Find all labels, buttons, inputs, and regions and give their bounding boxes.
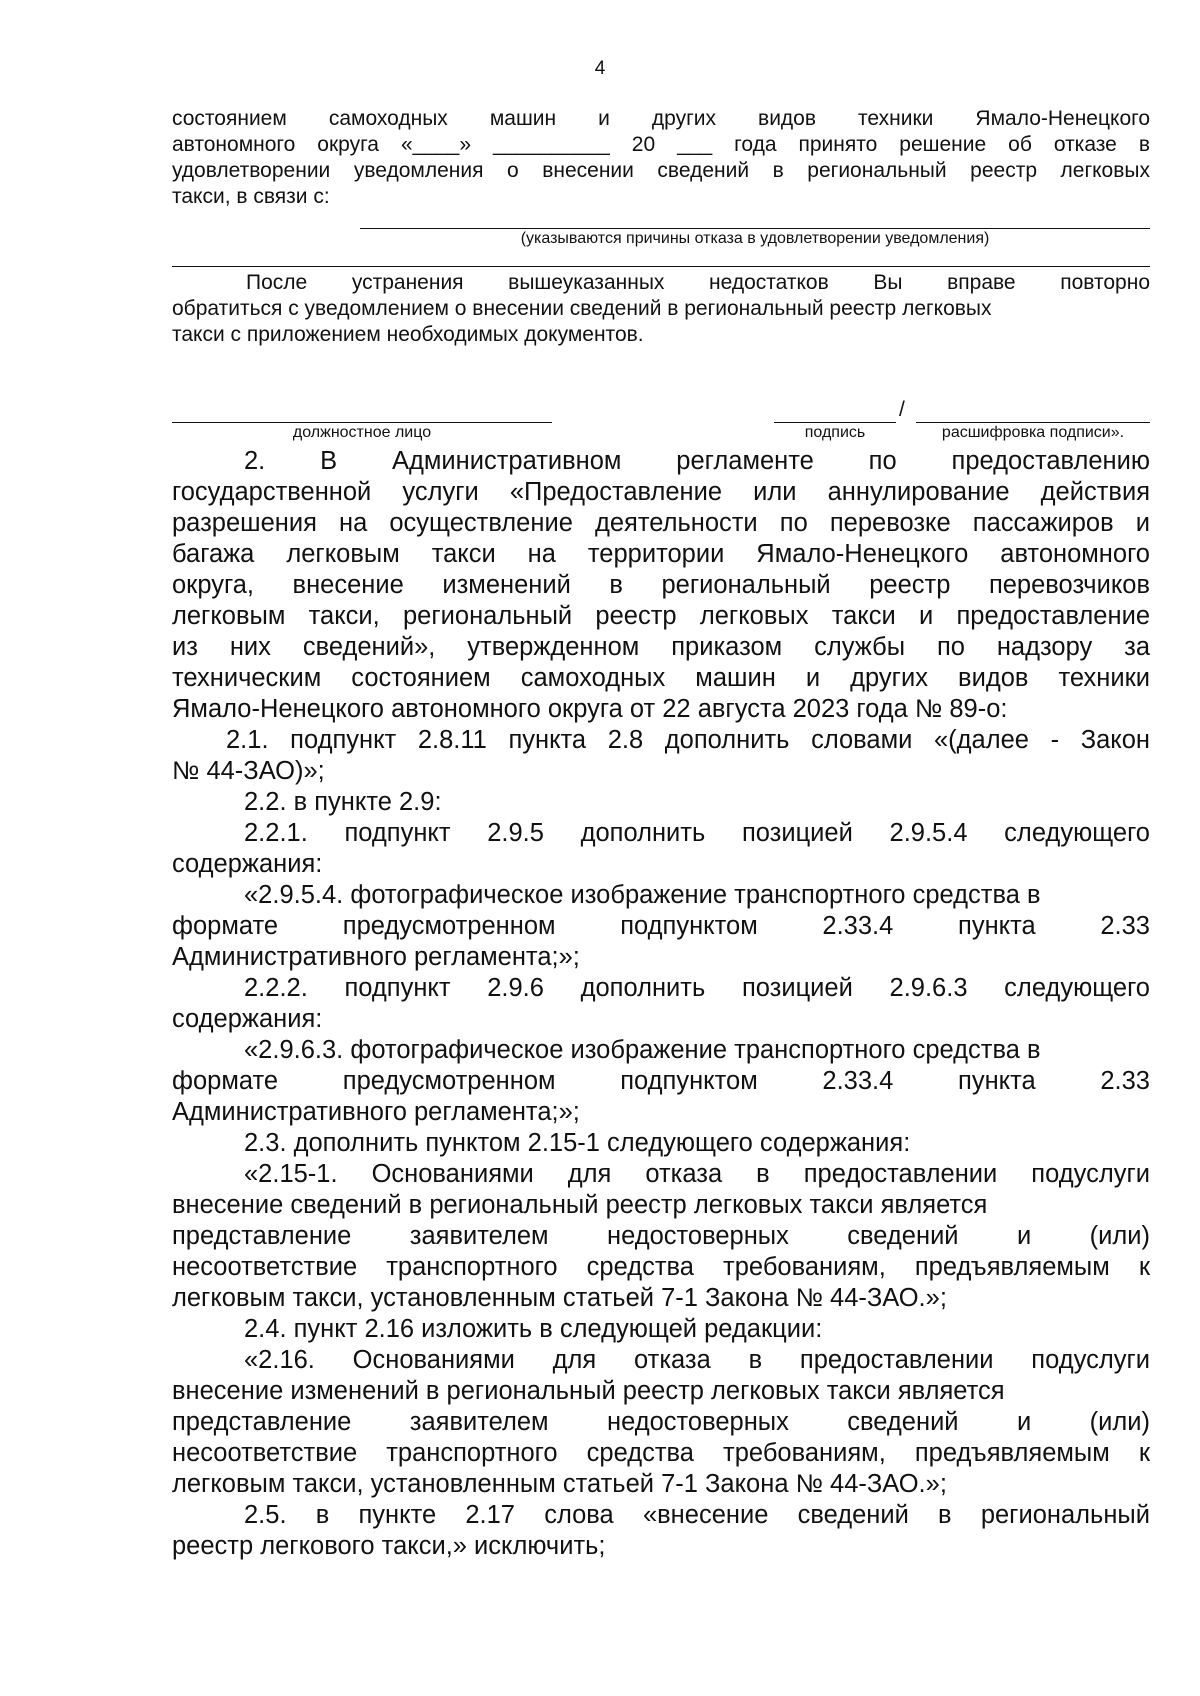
reason-underline	[360, 228, 1150, 229]
text-line: «2.9.5.4. фотографическое изображение транспортного средства в	[244, 881, 1041, 909]
official-caption: должностное лицо	[292, 424, 432, 441]
sign-caption: подпись	[804, 424, 866, 441]
text-line: «2.16. Основаниями для отказа в предоставлении подуслуги	[244, 1346, 1150, 1374]
text-line: состоянием самоходных машин и других видов техники Ямало-Ненецкого	[172, 107, 1150, 130]
text-line: представление заявителем недостоверных сведений и (или)	[172, 1408, 1150, 1436]
text-line: легковым такси, установленным статьей 7-1 Закона № 44-ЗАО.»;	[172, 1470, 947, 1498]
text-line: государственной услуги «Предоставление или аннулирование действия	[172, 478, 1150, 506]
resubmit-note	[172, 270, 1150, 348]
text-line: 2. В Административном регламенте по предоставлению	[244, 447, 1150, 475]
paragraph-2-1	[172, 725, 1150, 787]
text-line: автономного округа «____» __________ 20 ___ года принято решение об отказе в	[172, 133, 1150, 156]
text-line: 2.2.2. подпункт 2.9.6 дополнить позицией 2.9.6.3 следующего	[244, 974, 1150, 1002]
text-line: Административного регламента;»;	[172, 943, 580, 971]
reason-blank-line	[172, 266, 1150, 267]
text-line: реестр легкового такси,» исключить;	[172, 1532, 606, 1560]
text-line: Ямало-Ненецкого автономного округа от 22 августа 2023 года № 89-о:	[172, 695, 1008, 723]
text-line: удовлетворении уведомления о внесении сведений в региональный реестр легковых	[172, 159, 1150, 182]
text-line: такси с приложением необходимых документов.	[172, 323, 644, 346]
text-line: № 44-ЗАО)»;	[172, 757, 325, 785]
text-line: багажа легковым такси на территории Ямало-Ненецкого автономного	[172, 540, 1150, 568]
decode-caption: расшифровка подписи».	[941, 424, 1125, 441]
text-line: обратиться с уведомлением о внесении сведений в региональный реестр легковых	[172, 297, 992, 320]
text-line: несоответствие транспортного средства требованиям, предъявляемым к	[172, 1253, 1150, 1281]
paragraph-2-9-6-3	[172, 1035, 1150, 1128]
paragraph-2-5	[172, 1500, 1150, 1562]
text-line: Административного регламента;»;	[172, 1098, 580, 1126]
text-line: 2.1. подпункт 2.8.11 пункта 2.8 дополнить словами «(далее - Закон	[226, 726, 1150, 754]
text-line: содержания:	[172, 1005, 323, 1033]
paragraph-2-15-1	[172, 1159, 1150, 1314]
refusal-notice-text	[172, 106, 1150, 210]
signature-decode-line	[916, 422, 1150, 423]
official-signature-line	[172, 422, 552, 423]
text-line: «2.15-1. Основаниями для отказа в предоставлении подуслуги	[244, 1160, 1150, 1188]
text-line: техническим состоянием самоходных машин и других видов техники	[172, 664, 1150, 692]
text-line: После устранения вышеуказанных недостатков Вы вправе повторно	[246, 271, 1150, 294]
amendments-body	[172, 446, 1150, 1562]
text-line: из них сведений», утвержденном приказом службы по надзору за	[172, 633, 1150, 661]
paragraph-2-2-2	[172, 973, 1150, 1035]
text-line: «2.9.6.3. фотографическое изображение транспортного средства в	[244, 1036, 1041, 1064]
paragraph-2	[172, 446, 1150, 725]
paragraph-2-16	[172, 1345, 1150, 1500]
text-line: легковым такси, региональный реестр легковых такси и предоставление	[172, 602, 1150, 630]
signature-slash: /	[899, 398, 905, 421]
text-line: внесение изменений в региональный реестр легковых такси является	[172, 1377, 1005, 1405]
text-line: несоответствие транспортного средства требованиям, предъявляемым к	[172, 1439, 1150, 1467]
text-line: разрешения на осуществление деятельности по перевозке пассажиров и	[172, 509, 1150, 537]
text-line: такси, в связи с:	[172, 185, 330, 208]
page-number: 4	[594, 58, 606, 79]
paragraph-2-2: 2.2. в пункте 2.9:	[244, 788, 442, 816]
text-line: содержания:	[172, 850, 323, 878]
text-line: округа, внесение изменений в региональный реестр перевозчиков	[172, 571, 1150, 599]
text-line: 2.5. в пункте 2.17 слова «внесение сведений в региональный	[244, 1501, 1150, 1529]
paragraph-2-3: 2.3. дополнить пунктом 2.15-1 следующего содержания:	[244, 1129, 911, 1157]
reason-caption: (указываются причины отказа в удовлетворении уведомления)	[520, 230, 990, 247]
text-line: внесение сведений в региональный реестр легковых такси является	[172, 1191, 988, 1219]
text-line: 2.2.1. подпункт 2.9.5 дополнить позицией 2.9.5.4 следующего	[244, 819, 1150, 847]
paragraph-2-9-5-4	[172, 880, 1150, 973]
text-line: формате предусмотренном подпунктом 2.33.4 пункта 2.33	[172, 1067, 1150, 1095]
paragraph-2-2-1	[172, 818, 1150, 880]
text-line: формате предусмотренном подпунктом 2.33.4 пункта 2.33	[172, 912, 1150, 940]
signature-line	[774, 422, 896, 423]
text-line: представление заявителем недостоверных сведений и (или)	[172, 1222, 1150, 1250]
paragraph-2-4: 2.4. пункт 2.16 изложить в следующей редакции:	[244, 1315, 823, 1343]
text-line: легковым такси, установленным статьей 7-1 Закона № 44-ЗАО.»;	[172, 1284, 947, 1312]
